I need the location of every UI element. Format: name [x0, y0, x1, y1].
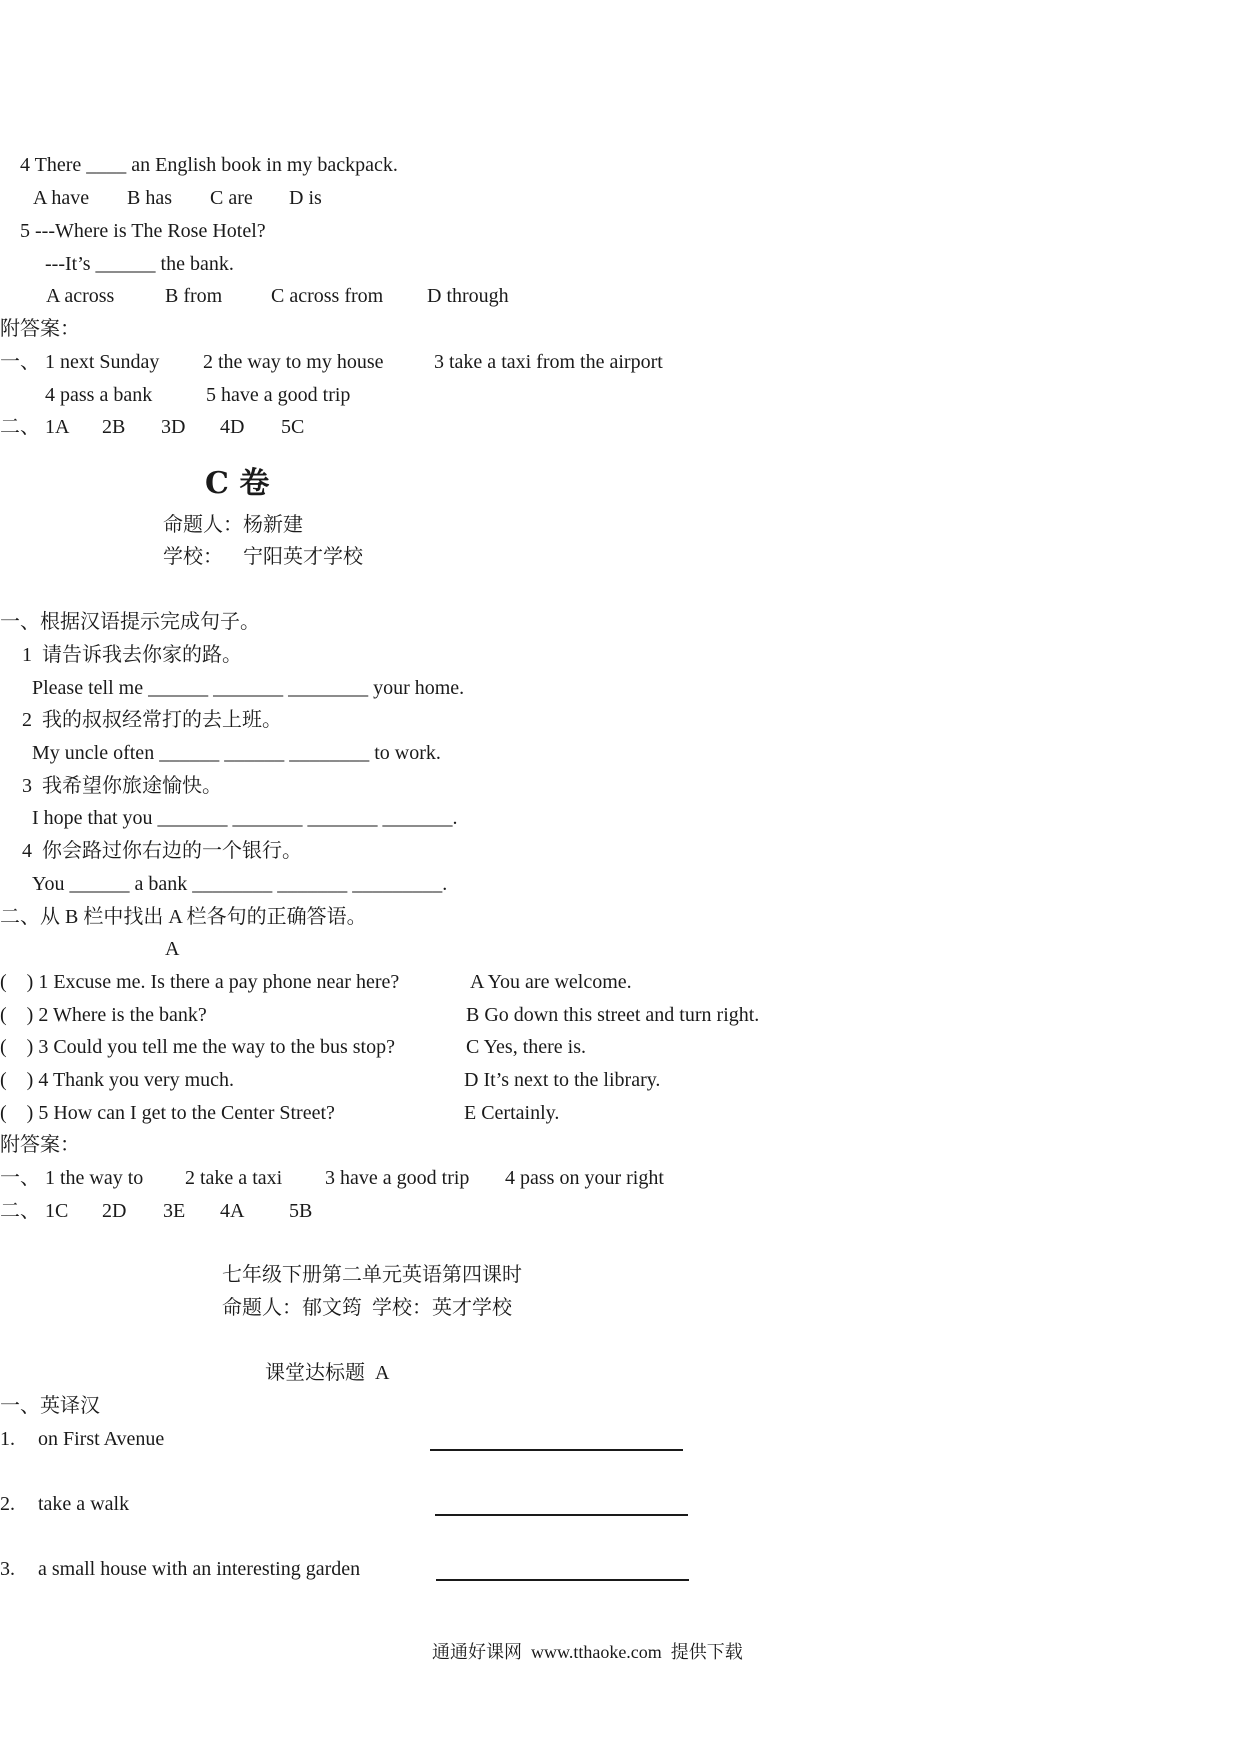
answer-item: 4 pass a bank	[45, 384, 153, 406]
option-b: B from	[165, 285, 223, 307]
answer-blank[interactable]	[430, 1449, 683, 1451]
answer-item: 1C	[45, 1200, 69, 1222]
answer-item: 2B	[102, 416, 126, 438]
answers-part1-prefix: 一、	[0, 351, 40, 373]
item-text: a small house with an interesting garden	[38, 1558, 361, 1580]
answer-item: 4 pass on your right	[505, 1167, 664, 1189]
answers-label: 附答案：	[0, 1134, 80, 1156]
answer-item: 5C	[281, 416, 305, 438]
paper-c-title: C 卷	[205, 466, 270, 501]
matching-question: ( ) 4 Thank you very much.	[0, 1069, 235, 1091]
answer-item: 1 next Sunday	[45, 351, 160, 373]
option-a: A have	[33, 187, 90, 209]
item-number: 1.	[0, 1428, 15, 1450]
answers-part2-prefix: 二、	[0, 416, 40, 438]
answer-item: 1A	[45, 416, 70, 438]
english-sentence: Please tell me ______ _______ ________ your home.	[32, 677, 465, 699]
answer-item: 2D	[102, 1200, 127, 1222]
matching-answer: B Go down this street and turn right.	[466, 1004, 760, 1026]
item-number: 3.	[0, 1558, 15, 1580]
question-5-answer-line: ---It’s ______ the bank.	[45, 253, 234, 275]
answer-blank[interactable]	[435, 1514, 688, 1516]
answer-item: 3 take a taxi from the airport	[434, 351, 663, 373]
answer-item: 5B	[289, 1200, 313, 1222]
answer-item: 3E	[163, 1200, 186, 1222]
answers-label: 附答案：	[0, 318, 80, 340]
english-sentence: My uncle often ______ ______ ________ to work.	[32, 742, 441, 764]
item-number: 2.	[0, 1493, 15, 1515]
answer-blank[interactable]	[436, 1579, 689, 1581]
answer-item: 5 have a good trip	[206, 384, 351, 406]
section-1-title: 一、英译汉	[0, 1395, 100, 1417]
english-sentence: I hope that you _______ _______ _______ _______.	[32, 807, 458, 829]
section-1-title: 一、根据汉语提示完成句子。	[0, 611, 260, 633]
matching-question: ( ) 5 How can I get to the Center Street?	[0, 1102, 335, 1124]
answers-part1-prefix: 一、	[0, 1167, 40, 1189]
chinese-prompt: 3 我希望你旅途愉快。	[22, 775, 222, 797]
item-text: on First Avenue	[38, 1428, 165, 1450]
chinese-prompt: 2 我的叔叔经常打的去上班。	[22, 709, 282, 731]
option-d: D through	[427, 285, 509, 307]
section-2-title: 二、从 B 栏中找出 A 栏各句的正确答语。	[0, 906, 367, 928]
column-a-label: A	[165, 938, 180, 960]
option-d: D is	[289, 187, 322, 209]
question-4: 4 There ____ an English book in my backpack.	[20, 154, 398, 176]
matching-answer: A You are welcome.	[470, 971, 632, 993]
matching-answer: E Certainly.	[464, 1102, 560, 1124]
english-sentence: You ______ a bank ________ _______ _________.	[32, 873, 448, 895]
answer-item: 2 take a taxi	[185, 1167, 283, 1189]
chinese-prompt: 1 请告诉我去你家的路。	[22, 644, 242, 666]
matching-question: ( ) 2 Where is the bank?	[0, 1004, 207, 1026]
answers-part2-prefix: 二、	[0, 1200, 40, 1222]
school-name: 学校： 宁阳英才学校	[163, 546, 363, 568]
footer-source: 通通好课网 www.tthaoke.com 提供下载	[432, 1642, 743, 1662]
answer-item: 2 the way to my house	[203, 351, 384, 373]
matching-answer: D It’s next to the library.	[464, 1069, 661, 1091]
option-a: A across	[46, 285, 115, 307]
answer-item: 4D	[220, 416, 245, 438]
option-b: B has	[127, 187, 172, 209]
answer-item: 4A	[220, 1200, 245, 1222]
option-c: C are	[210, 187, 253, 209]
item-text: take a walk	[38, 1493, 130, 1515]
option-c: C across from	[271, 285, 384, 307]
lesson-heading: 七年级下册第二单元英语第四课时	[222, 1264, 522, 1286]
lesson-setter: 命题人：郁文筠 学校：英才学校	[222, 1297, 512, 1319]
question-5: 5 ---Where is The Rose Hotel?	[20, 220, 266, 242]
answer-item: 3 have a good trip	[325, 1167, 470, 1189]
question-setter: 命题人：杨新建	[163, 514, 303, 536]
answer-item: 1 the way to	[45, 1167, 144, 1189]
matching-question: ( ) 3 Could you tell me the way to the bus stop?	[0, 1036, 395, 1058]
lesson-subheading: 课堂达标题 A	[265, 1362, 390, 1384]
matching-answer: C Yes, there is.	[466, 1036, 587, 1058]
answer-item: 3D	[161, 416, 186, 438]
chinese-prompt: 4 你会路过你右边的一个银行。	[22, 840, 302, 862]
matching-question: ( ) 1 Excuse me. Is there a pay phone near here?	[0, 971, 400, 993]
